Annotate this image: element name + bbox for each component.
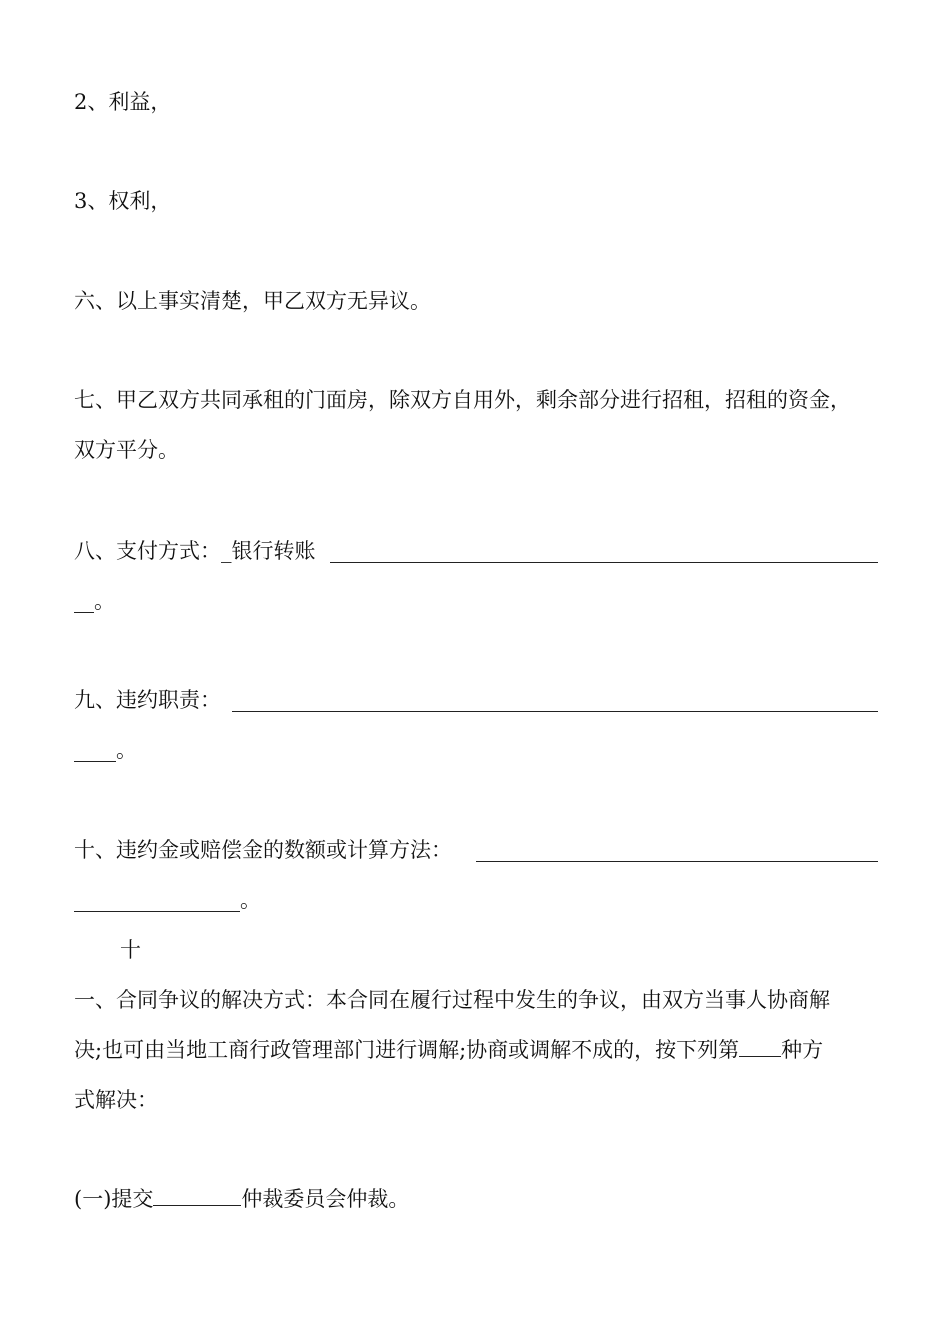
clause-8-blank-cont <box>74 611 94 613</box>
option-1-blank <box>153 1185 241 1206</box>
option-1 <box>74 1185 409 1213</box>
clause-6: 六、以上事实清楚，甲乙双方无异议。 <box>74 289 431 313</box>
clause-11-line-2 <box>74 1036 823 1064</box>
clause-9-blank-cont <box>74 760 116 762</box>
clause-10-blank <box>476 860 878 862</box>
clause-9-end: 。 <box>116 738 137 762</box>
option-1-suffix: 仲裁委员会仲裁。 <box>241 1187 410 1211</box>
clause-11-text-b: 种方 <box>781 1038 824 1062</box>
clause-9-line-1 <box>74 686 221 714</box>
clause-10-line-1 <box>74 836 452 864</box>
clause-8-end: 。 <box>94 589 115 613</box>
clause-8-line-1 <box>74 537 316 565</box>
item-2: 2、利益， <box>74 90 172 114</box>
clause-7-line-1: 七、甲乙双方共同承租的门面房，除双方自用外，剩余部分进行招租，招租的资金， <box>74 388 851 412</box>
clause-9-blank <box>232 710 878 712</box>
clause-10-end: 。 <box>240 888 261 912</box>
clause-8-label: 八、支付方式：_银行转账 <box>74 539 316 563</box>
clause-10-label: 十、违约金或赔偿金的数额或计算方法： <box>74 838 452 862</box>
clause-10-blank-cont <box>74 910 240 912</box>
clause-7-line-2: 双方平分。 <box>74 438 179 462</box>
clause-11-method-blank <box>739 1036 781 1057</box>
clause-11-line-1: 一、合同争议的解决方式：本合同在履行过程中发生的争议，由双方当事人协商解 <box>74 988 830 1012</box>
option-1-prefix: (一)提交 <box>74 1187 154 1211</box>
item-3: 3、权利， <box>74 189 172 213</box>
clause-8-blank <box>330 561 878 563</box>
clause-11-text-a: 决;也可由当地工商行政管理部门进行调解;协商或调解不成的，按下列第 <box>74 1038 740 1062</box>
clause-11-line-3: 式解决： <box>74 1088 158 1112</box>
clause-11-heading: 十 <box>120 938 141 962</box>
clause-9-label: 九、违约职责： <box>74 688 221 712</box>
